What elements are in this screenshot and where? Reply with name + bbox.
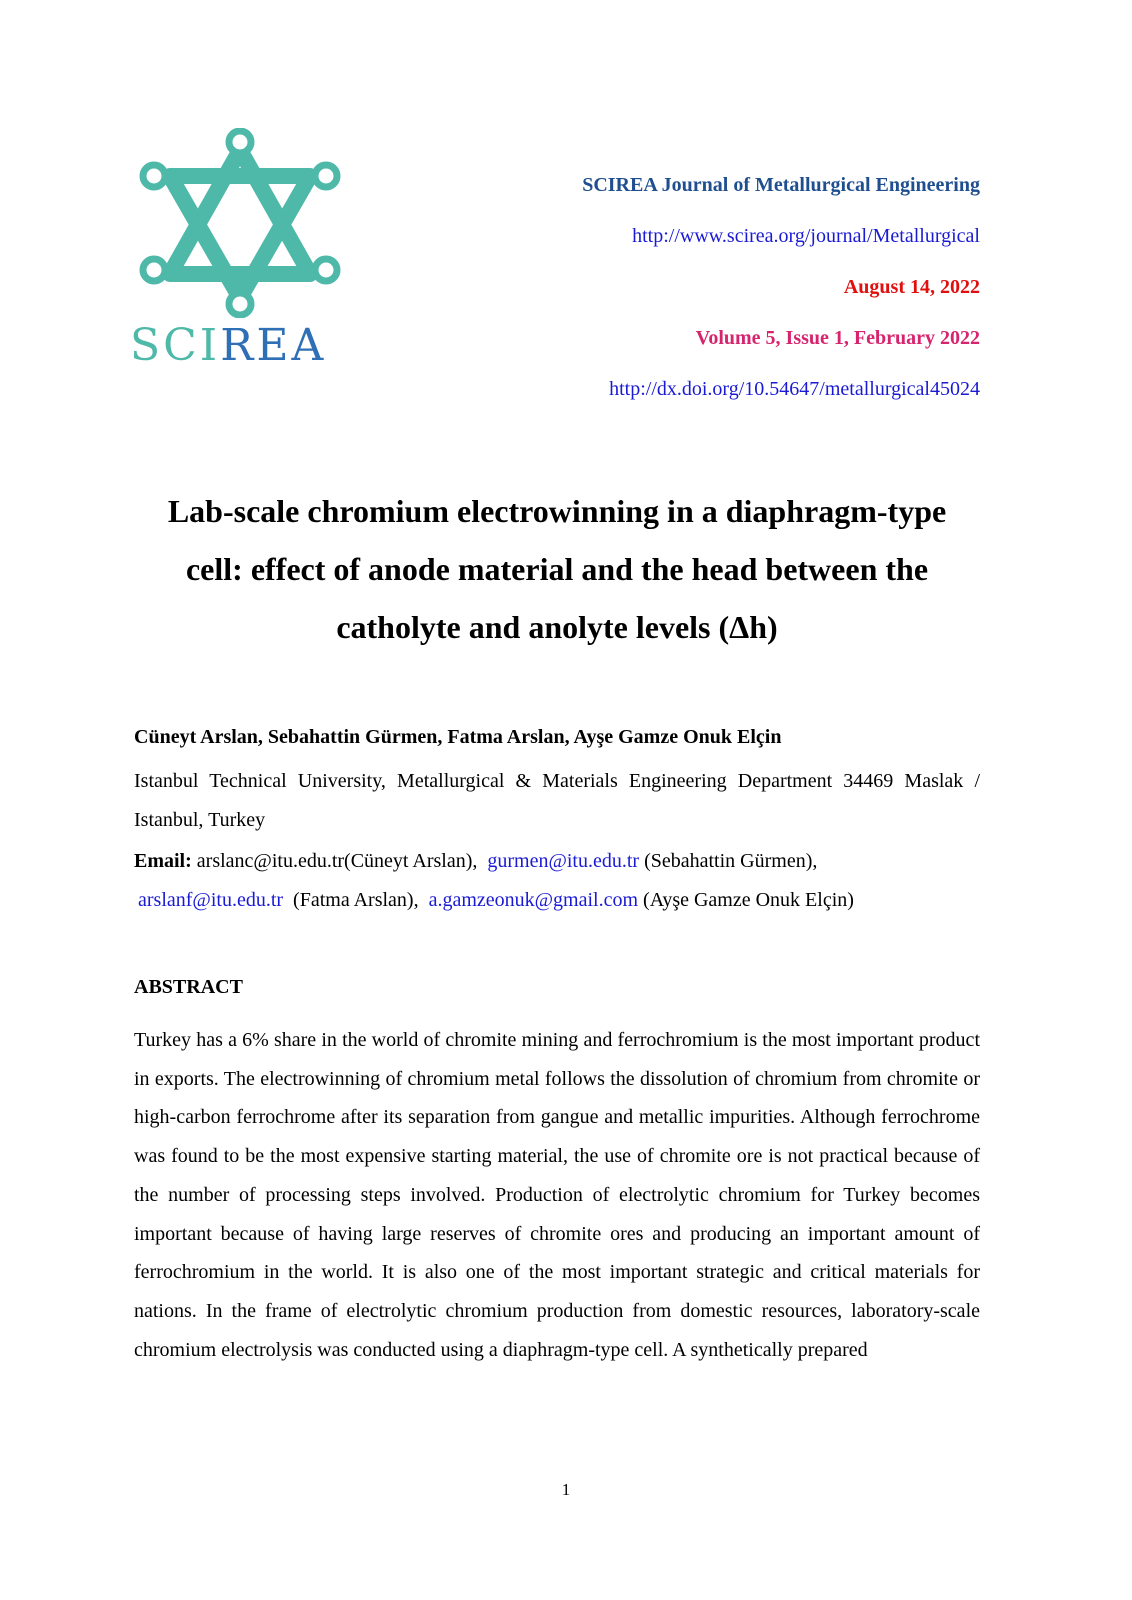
email-owner-4: (Ayşe Gamze Onuk Elçin) — [643, 889, 854, 911]
email-link-gurmen[interactable]: gurmen@itu.edu.tr — [487, 850, 640, 872]
scirea-logo — [130, 128, 350, 378]
affiliation: Istanbul Technical University, Metallurgical & Materials Engineering Department 34469 Maslak / Istanbul, Turkey — [134, 770, 980, 831]
author-list: Cüneyt Arslan, Sebahattin Gürmen, Fatma Arslan, Ayşe Gamze Onuk Elçin — [134, 726, 782, 748]
title-line-1: Lab-scale chromium electrowinning in a diaphragm-type — [167, 493, 947, 529]
publication-date: August 14, 2022 — [843, 276, 980, 298]
journal-url-link[interactable]: http://www.scirea.org/journal/Metallurgical — [632, 225, 980, 247]
journal-name: SCIREA Journal of Metallurgical Engineering — [582, 174, 980, 196]
email-label: Email: — [134, 850, 192, 872]
email-owner-2: (Sebahattin Gürmen), — [644, 850, 818, 872]
doi-link[interactable]: http://dx.doi.org/10.54647/metallurgical45024 — [609, 378, 980, 400]
email-arslanc: arslanc@itu.edu.tr — [196, 850, 345, 872]
logo-wordmark: SCIREA — [130, 320, 327, 371]
abstract-text: Turkey has a 6% share in the world of chromite mining and ferrochromium is the most important product in exports. The electrowinning of chromium metal follows the dissolution of chromium from chromite or high-carbon ferrochrome after its separation from gangue and metallic impurities. Although ferrochrome was found to be the most expensive starting material, the use of chromite ore is not practical because of the number of processing steps involved. Production of electrolytic chromium for Turkey becomes important because of having large reserves of chromite ores and producing an important amount of ferrochromium in the world. It is also one of the most important strategic and critical materials for nations. In the frame of electrolytic chromium production from domestic resources, laboratory-scale chromium electrolysis was conducted using a diaphragm-type cell. A synthetically prepared — [134, 1029, 980, 1361]
page-number: 1 — [561, 1480, 571, 1499]
title-line-3: catholyte and anolyte levels (Δh) — [336, 609, 778, 645]
star-of-david-icon — [130, 128, 350, 318]
email-line-1 — [134, 842, 980, 881]
abstract-heading: ABSTRACT — [134, 976, 243, 998]
email-link-gamzeonuk[interactable]: a.gamzeonuk@gmail.com — [428, 889, 639, 911]
title-line-2: cell: effect of anode material and the head between the — [185, 551, 929, 587]
email-owner-3: (Fatma Arslan), — [293, 889, 419, 911]
journal-header — [460, 160, 980, 415]
email-owner-1: (Cüneyt Arslan), — [344, 850, 478, 872]
paper-title — [134, 482, 980, 656]
email-block — [134, 842, 980, 920]
volume-issue: Volume 5, Issue 1, February 2022 — [695, 327, 980, 349]
email-link-arslanf[interactable]: arslanf@itu.edu.tr — [138, 889, 284, 911]
email-line-2 — [134, 881, 980, 920]
